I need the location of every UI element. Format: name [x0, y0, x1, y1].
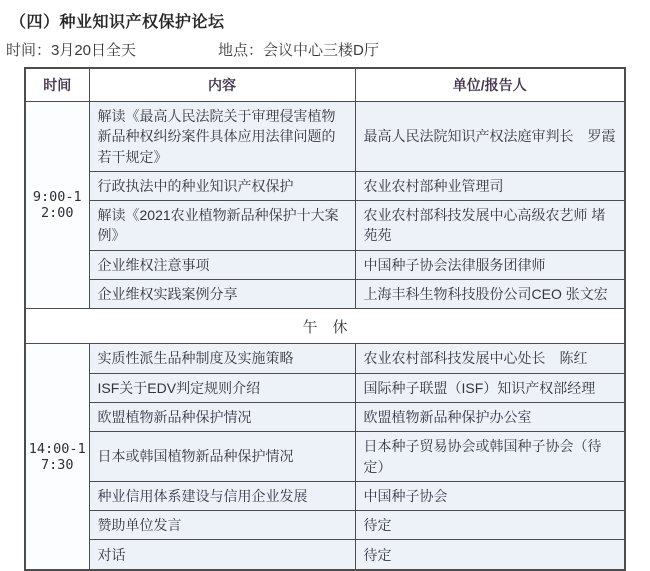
afternoon-time-cell: 14:00-17:30: [25, 344, 89, 570]
content-cell: 种业信用体系建设与信用企业发展: [89, 481, 355, 510]
content-cell: 企业维权实践案例分享: [89, 280, 355, 309]
table-row: [25, 201, 625, 251]
speaker-cell: 农业农村部科技发展中心高级农艺师 堵苑苑: [355, 201, 625, 251]
speaker-cell: 中国种子协会法律服务团律师: [355, 250, 625, 279]
speaker-cell: 欧盟植物新品种保护办公室: [355, 402, 625, 431]
table-row: [25, 540, 625, 570]
speaker-cell: 国际种子联盟（ISF）知识产权部经理: [355, 373, 625, 402]
meta-line: [6, 39, 650, 60]
speaker-cell: 农业农村部种业管理司: [355, 171, 625, 200]
page-title: （四）种业知识产权保护论坛: [10, 14, 225, 31]
table-row: [25, 280, 625, 309]
table-row: [25, 344, 625, 373]
morning-time-cell: 9:00-12:00: [25, 102, 89, 309]
meta-location: 地点：会议中心三楼D厅: [218, 42, 379, 59]
table-row: [25, 171, 625, 200]
content-cell: 对话: [89, 540, 355, 570]
table-row: [25, 432, 625, 482]
content-cell: 日本或韩国植物新品种保护情况: [89, 432, 355, 482]
table-row: [25, 250, 625, 279]
table-row: [25, 102, 625, 172]
speaker-cell: 日本种子贸易协会或韩国种子协会（待定）: [355, 432, 625, 482]
header-row: [25, 68, 625, 102]
meta-time: 时间：3月20日全天: [6, 42, 137, 59]
speaker-cell: 待定: [355, 511, 625, 540]
header-speaker: 单位/报告人: [355, 68, 625, 102]
speaker-cell: 最高人民法院知识产权法庭审判长 罗霞: [355, 102, 625, 172]
content-cell: 欧盟植物新品种保护情况: [89, 402, 355, 431]
speaker-cell: 中国种子协会: [355, 481, 625, 510]
speaker-cell: 农业农村部科技发展中心处长 陈红: [355, 344, 625, 373]
content-cell: 解读《最高人民法院关于审理侵害植物新品种权纠纷案件具体应用法律问题的若干规定》: [89, 102, 355, 172]
header-time: 时间: [25, 68, 89, 102]
table-row: [25, 481, 625, 510]
content-cell: 企业维权注意事项: [89, 250, 355, 279]
table-row: [25, 373, 625, 402]
speaker-cell: 上海丰科生物科技股份公司CEO 张文宏: [355, 280, 625, 309]
table-row: [25, 511, 625, 540]
content-cell: 行政执法中的种业知识产权保护: [89, 171, 355, 200]
header-content: 内容: [89, 68, 355, 102]
lunch-break-row: [25, 309, 625, 344]
content-cell: 赞助单位发言: [89, 511, 355, 540]
lunch-break-label: 午 休: [25, 309, 625, 344]
content-cell: 解读《2021农业植物新品种保护十大案例》: [89, 201, 355, 251]
content-cell: 实质性派生品种制度及实施策略: [89, 344, 355, 373]
speaker-cell: 待定: [355, 540, 625, 570]
table-row: [25, 402, 625, 431]
schedule-table: [24, 67, 626, 571]
content-cell: ISF关于EDV判定规则介绍: [89, 373, 355, 402]
